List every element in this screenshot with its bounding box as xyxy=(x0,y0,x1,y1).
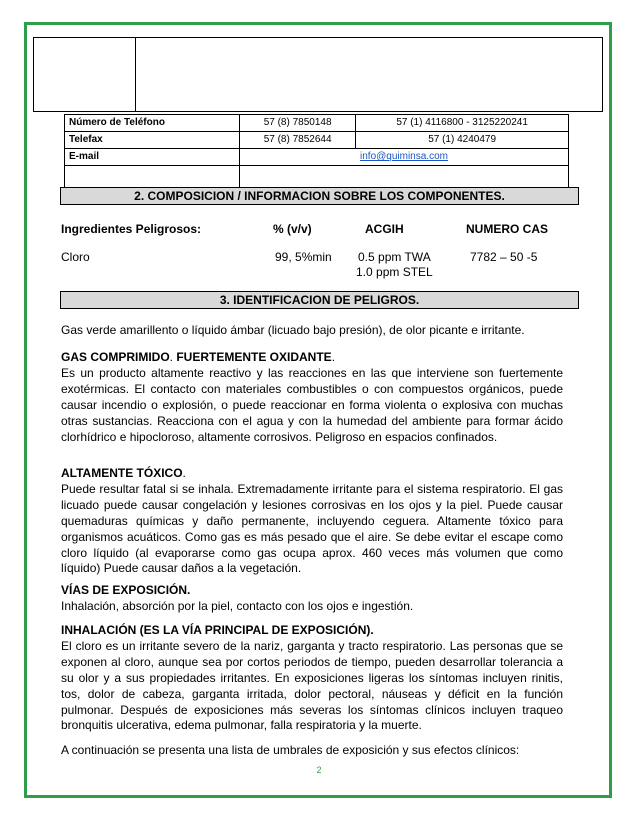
acgih-twa: 0.5 ppm TWA xyxy=(358,250,431,264)
heading-toxic: ALTAMENTE TÓXICO xyxy=(61,466,183,480)
exposure-routes xyxy=(61,583,563,615)
threshold-intro xyxy=(61,743,563,759)
phone-value-b: 57 (1) 4116800 - 3125220241 xyxy=(356,115,569,132)
fax-value-b: 57 (1) 4240479 xyxy=(356,132,569,149)
heading-exposure-routes: VÍAS DE EXPOSICIÓN. xyxy=(61,583,191,597)
ingredient-name: Cloro xyxy=(61,250,90,264)
fax-label: Telefax xyxy=(65,132,240,149)
acgih-header: ACGIH xyxy=(365,222,404,236)
inhalation-section xyxy=(61,623,563,734)
email-label: E-mail xyxy=(65,149,240,166)
heading-oxidant: FUERTEMENTE OXIDANTE xyxy=(176,350,332,364)
ingredients-header: Ingredientes Peligrosos: xyxy=(61,222,202,236)
section-2-title: 2. COMPOSICION / INFORMACION SOBRE LOS COMPONENTES. xyxy=(60,187,579,205)
paragraph-exposure-routes: Inhalación, absorción por la piel, contacto con los ojos e ingestión. xyxy=(61,598,414,613)
hazard-toxic: ALTAMENTE TÓXICO. Puede resultar fatal si se inhala. Extremadamente irritante para el sistema respiratorio. El gas licuado puede causar congelación y lesiones corrosivas en los ojos y la piel. Puede causar quemaduras químicas y daño permanente, incluyendo ceguera. Altamente tóxico para organismos acuáticos. Como gas es más pesado que el aire. Se debe evitar el escape como cloro líquido (al evaporarse como gas ocupa aprox. 460 veces más volumen que como líquido) Puede causar daños a la vegetación. xyxy=(61,466,563,576)
contact-row-phone xyxy=(65,115,569,132)
phone-label: Número de Teléfono xyxy=(65,115,240,132)
contact-row-empty xyxy=(65,166,569,189)
phone-value-a: 57 (8) 7850148 xyxy=(240,115,356,132)
hazard-compressed-gas: GAS COMPRIMIDO. FUERTEMENTE OXIDANTE. Es un producto altamente reactivo y las reacciones en las que interviene son fuertemente exotérmicas. El contacto con materiales combustibles o con compuestos orgánicos, puede causar incendio o explosión, o puede reaccionar en forma violenta o explosiva con muchas otras sustancias. Reacciona con el agua y con la humedad del ambiente para formar ácido clorhídrico e hipocloroso, altamente corrosivos. Peligroso en espacios confinados. xyxy=(61,350,563,444)
paragraph-thresholds: A continuación se presenta una lista de umbrales de exposición y sus efectos clínicos: xyxy=(61,743,520,757)
paragraph-inhalation: El cloro es un irritante severo de la nariz, garganta y tracto respiratorio. Las personas que se exponen al cloro, aunque sea por cortos periodos de tiempo, pueden desarrollar tolerancia a su olor y a sus propiedades irritantes. En exposiciones ligeras los síntomas incluyen rinitis, tos, dolor de cabeza, garganta irritada, dolor pectoral, náuseas y déficit en la función pulmonar. Después de exposiciones más severas los síntomas clínicos incluyen traqueo bronquitis ulcerativa, edema pulmonar, falla respiratoria y la muerte. xyxy=(61,638,563,733)
hazard-intro: Gas verde amarillento o líquido ámbar (licuado bajo presión), de olor picante e irritante. xyxy=(61,323,525,337)
email-link[interactable]: info@quiminsa.com xyxy=(240,149,569,166)
fax-value-a: 57 (8) 7852644 xyxy=(240,132,356,149)
page-number: 2 xyxy=(316,765,322,775)
cas-header: NUMERO CAS xyxy=(466,222,549,236)
header-box xyxy=(33,37,603,112)
cas-number: 7782 – 50 -5 xyxy=(470,250,538,264)
contact-table xyxy=(64,114,569,189)
ingredient-pct: 99, 5%min xyxy=(275,250,332,264)
empty-cell xyxy=(65,166,240,189)
heading-inhalation: INHALACIÓN (ES LA VÍA PRINCIPAL DE EXPOSICIÓN). xyxy=(61,623,374,637)
heading-compressed-gas: GAS COMPRIMIDO xyxy=(61,350,170,364)
pct-header: % (v/v) xyxy=(273,222,312,236)
contact-row-email xyxy=(65,149,569,166)
acgih-stel: 1.0 ppm STEL xyxy=(356,265,433,279)
logo-cell xyxy=(34,38,136,111)
section-3-title: 3. IDENTIFICACION DE PELIGROS. xyxy=(60,291,579,309)
contact-row-fax xyxy=(65,132,569,149)
paragraph-reactivity: Es un producto altamente reactivo y las reacciones en las que interviene son fuertemente exotérmicas. El contacto con materiales combustibles o con compuestos orgánicos, puede causar incendio o explosión, o puede reaccionar en forma violenta o explosiva con muchas otras sustancias. Reacciona con el agua y con la humedad del ambiente para formar ácido clorhídrico e hipocloroso, altamente corrosivos. Peligroso en espacios confinados. xyxy=(61,365,563,444)
empty-cell xyxy=(240,166,569,189)
paragraph-toxicity: Puede resultar fatal si se inhala. Extremadamente irritante para el sistema respiratorio. El gas licuado puede causar congelación y lesiones corrosivas en los ojos y la piel. Puede causar quemaduras químicas y daño permanente, incluyendo ceguera. Altamente tóxico para organismos acuáticos. Como gas es más pesado que el aire. Se debe evitar el escape como cloro líquido (al evaporarse como gas ocupa aprox. 460 veces más volumen que como líquido) Puede causar daños a la vegetación. xyxy=(61,481,563,576)
